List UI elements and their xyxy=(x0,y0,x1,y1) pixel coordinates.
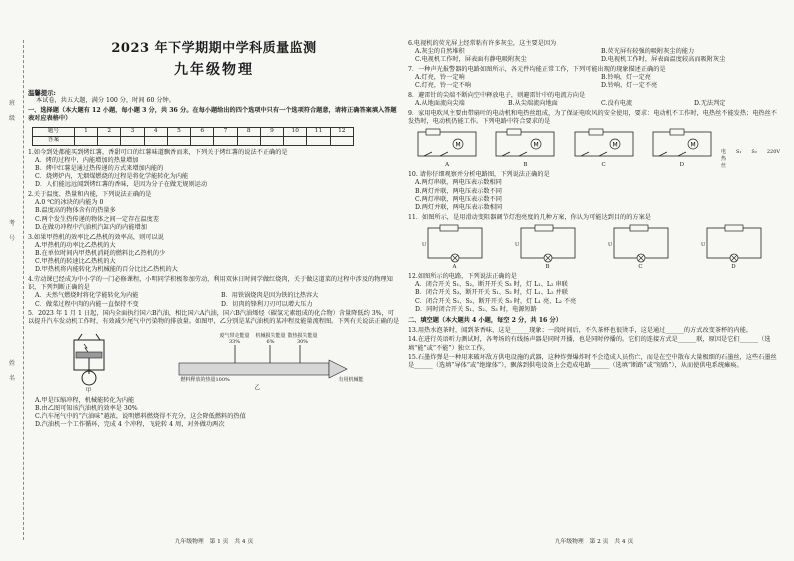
answer-option: C.两个发生热传递的物体之间一定存在温度差 xyxy=(35,215,160,223)
answer-table-number-row xyxy=(33,127,354,136)
answer-option: D．切肉的锋利刀刃可以增大压力 xyxy=(221,300,313,308)
answer-option: A.从地面流向尖端 xyxy=(415,99,465,107)
circuit-option xyxy=(647,128,717,169)
answer-table-answer-row xyxy=(33,136,354,145)
answer-option: B．用铁锅烧肉是因为铁的比热容大 xyxy=(221,292,319,300)
answer-option: D.无法判定 xyxy=(694,99,726,107)
question-stem: 3.如果甲热机的效率比乙热机的效率高，则可以说 xyxy=(28,233,164,241)
energy-label-fuel: 燃料释放的热量100% xyxy=(180,376,230,383)
answer-number-cell: 10 xyxy=(284,127,307,136)
answer-option: D．同时闭合开关 S₁、S₂、S₃ 时，电源短路 xyxy=(415,305,537,313)
rheostat-circuit xyxy=(699,224,769,264)
binding-char: 姓 xyxy=(9,360,16,367)
answer-cell[interactable] xyxy=(284,136,307,145)
figure-label-jia: 甲 xyxy=(85,387,92,394)
answer-option: B.在单位时间内甲热机消耗的燃料比乙热机的少 xyxy=(35,249,166,257)
fill-in-question: 14.在进行英语听力测试时，各考场的有线扬声器是同时开播，也是同时停播的。它们的连接方式是______联，原因是它们______（选填“能”或“不能”）独立工作。 xyxy=(408,336,771,352)
binding-char: 班 xyxy=(9,100,16,107)
page-footer-2: 九年级物理 第 2 页 共 4 页 xyxy=(554,539,634,546)
answer-cell[interactable] xyxy=(307,136,330,145)
answer-option: B.铃响，灯一定亮 xyxy=(601,73,651,81)
circuit-option-label: C xyxy=(638,263,643,270)
question-5-options xyxy=(28,397,400,430)
answer-option: D.铃响，灯一定不亮 xyxy=(601,81,658,89)
svg-text:M: M xyxy=(612,141,618,149)
circuit-diagram xyxy=(490,128,560,162)
fill-in-question: 13.用热水泡茶时，闻到茶香味，这是______现象；一段时间后，不久茶杯也很烫手，这是通过______的方式改变茶杯的内能。 xyxy=(408,326,752,334)
binding-char: 考 xyxy=(9,220,16,227)
answer-cell[interactable] xyxy=(74,136,97,145)
answer-option: B.荧光屏有较强的吸附灰尘的能力 xyxy=(601,47,695,55)
q9-circuit-options xyxy=(408,128,780,169)
question-stem: 4.劳动课已经成为中小学的一门必修课程，小明同学积极参加劳动，利用双休日时间学做红烧肉，关于做这道菜的过程中涉及的物理知识，下列判断正确的是 xyxy=(28,275,393,292)
answer-table-label: 题号 xyxy=(33,127,75,136)
option-row xyxy=(408,48,780,56)
exam-subject: 九年级物理 xyxy=(174,62,254,79)
answer-option: C.灯亮，铃一定不响 xyxy=(415,81,471,89)
circuit-option-label: A xyxy=(452,263,457,270)
svg-text:M: M xyxy=(455,141,461,149)
rheostat-circuit xyxy=(513,224,583,264)
circuit-part-label: 220V xyxy=(766,149,780,156)
answer-cell[interactable] xyxy=(98,136,121,145)
circuit-option xyxy=(513,224,583,271)
answer-option: C.两灯串联，两电压表示数不同 xyxy=(415,195,502,203)
answer-number-cell: 7 xyxy=(214,127,237,136)
energy-label-heat-loss: 散热损失能量30% xyxy=(287,332,318,346)
answer-option: C.汽车尾气中的“汽油味”越浓，说明燃料燃烧得不充分，这会降低燃料的热值 xyxy=(35,413,246,421)
rheostat-circuit xyxy=(606,224,676,264)
answer-option: C.甲热机的转速比乙热机的大 xyxy=(35,258,116,266)
answer-cell[interactable] xyxy=(260,136,283,145)
circuit-option-label: D xyxy=(679,161,685,168)
question-stem: 8．避雷针的尖端不断向空中释放电子，则避雷针中的电流方向是 xyxy=(408,91,586,99)
question-stem: 2.关于温度、热量和内能，下列说法正确的是 xyxy=(28,191,152,199)
answer-option: B．烤中红薯是通过热传递的方式来增加内能的 xyxy=(35,165,164,173)
exam-title: 2023 年下学期期中学科质量监测 xyxy=(111,41,317,56)
answer-option: B．闭合开关 S₃，断开开关 S₁、S₂ 时，灯 L₁、L₂ 并联 xyxy=(415,289,568,297)
energy-label-useful: 有用机械能 xyxy=(338,376,364,383)
energy-figure xyxy=(28,330,400,395)
circuit-option xyxy=(606,224,676,271)
circuit-option xyxy=(412,128,482,169)
answer-number-cell: 1 xyxy=(74,127,97,136)
page-footer-1: 九年级物理 第 1 页 共 4 页 xyxy=(174,539,254,546)
answer-option: D．人们能远远闻到烤红薯的香味，是因为分子在做无规则运动 xyxy=(35,181,208,189)
answer-number-cell: 5 xyxy=(167,127,190,136)
fill-in-question: 15.石墨炸弹是一种用来破坏敌方供电设施的武器，这种炸弹爆炸时不会造成人员伤亡，而是在空中散布大量极细的石墨丝，这些石墨丝是______（选填“导体”或“绝缘体”），飘落到供电设备上会造成电路______（选填“断路”或“短路”），从而使供电系统瘫痪。 xyxy=(408,354,777,370)
page-2 xyxy=(408,0,780,561)
circuit-option xyxy=(699,224,769,271)
answer-option: B.两灯并联，两电压表示数不同 xyxy=(415,187,502,195)
circuit-diagram xyxy=(412,128,482,162)
answer-option: C．做菜过程中肉的内能一直保持不变 xyxy=(35,300,139,308)
page-1 xyxy=(28,0,400,561)
answer-option: D.在做功冲程中汽油机汽缸内的内能增加 xyxy=(35,223,147,231)
section-1-title: 一、选择题（本大题有 12 小题，每小题 3 分，共 36 分。在每小题给出的四个选项中只有一个选项符合题意，请将正确答案填入答题表对应表格中） xyxy=(28,107,397,123)
circuit-part-label: S₁ xyxy=(735,149,742,156)
answer-cell[interactable] xyxy=(237,136,260,145)
circuit-diagram xyxy=(569,128,639,162)
option-row xyxy=(408,82,780,90)
answer-number-cell: 8 xyxy=(237,127,260,136)
svg-text:U: U xyxy=(514,241,519,248)
answer-number-cell: 4 xyxy=(144,127,167,136)
fill-in-list xyxy=(408,327,780,371)
question-list-right-3 xyxy=(408,273,780,314)
answer-cell[interactable] xyxy=(144,136,167,145)
svg-text:U: U xyxy=(700,241,705,248)
answer-option: C.电视机工作时，屏表面有静电吸附灰尘 xyxy=(415,55,527,63)
question-stem: 6.电视机的荧光屏上经常粘有许多灰尘，这主要是因为 xyxy=(408,39,557,47)
section-2-title: 二、填空题（本大题共 4 小题，每空 2 分，共 16 分） xyxy=(408,316,562,324)
svg-text:M: M xyxy=(533,141,540,149)
circuit-option-label: D xyxy=(731,263,736,270)
option-row xyxy=(28,301,400,309)
answer-option: A.甲是压缩冲程，机械能转化为内能 xyxy=(35,396,135,404)
answer-option: B.由乙图可知该汽油机的效率是 30% xyxy=(35,405,138,413)
answer-option: A.0 ℃的冰块的内能为 0 xyxy=(35,199,104,207)
question-stem: 10. 请你仔细观察并分析电路图，下列说法正确的是 xyxy=(408,171,550,179)
answer-option: A.两灯串联，两电压表示数相同 xyxy=(415,179,502,187)
circuit-option xyxy=(420,224,490,271)
answer-option: D.甲热机将内能转化为机械能的百分比比乙热机的大 xyxy=(35,266,178,274)
answer-option: A.甲热机的功率比乙热机的大 xyxy=(35,241,116,249)
answer-table-label: 答案 xyxy=(33,136,75,145)
circuit-part-label: 电热丝 xyxy=(720,149,726,169)
answer-option: A.灯亮，铃一定响 xyxy=(415,73,465,81)
answer-cell[interactable] xyxy=(167,136,190,145)
circuit-part-label: S₂ xyxy=(751,149,757,156)
answer-option: A．烤的过程中，内能增加的热量增加 xyxy=(35,156,139,164)
circuit-option-label: C xyxy=(601,161,606,168)
circuit-option xyxy=(569,128,639,169)
binding-char: 名 xyxy=(9,375,16,382)
answer-number-cell: 6 xyxy=(191,127,214,136)
circuit-option-label: B xyxy=(545,263,550,270)
figure-label-yi: 乙 xyxy=(254,384,261,391)
answer-cell[interactable] xyxy=(214,136,237,145)
question-list-right-2 xyxy=(408,171,780,222)
answer-option: A．天然气燃烧时将化学能转化为内能 xyxy=(35,292,139,300)
option-row xyxy=(408,100,780,108)
answer-option: A．闭合开关 S₁、S₂，断开开关 S₃ 时，灯 L₁、L₂ 串联 xyxy=(415,281,568,289)
question-stem: 1.如今到处都能买到烤红薯，香甜可口的红薯味道飘香而来，下列关于烤红薯的说法不正确的是 xyxy=(28,148,288,156)
question-stem: 9．家用电吹风主要由带扇叶的电动机和电热丝组成，为了保证电吹风的安全使用，要求：电动机不工作时，电热丝不能发热；电热丝不发热时，电动机仍能工作。下列电路中符合要求的是 xyxy=(408,109,777,125)
option-row xyxy=(28,292,400,300)
option-row xyxy=(408,56,780,64)
question-stem: 12.如图所示的电路，下列说法正确的是 xyxy=(408,273,517,280)
q11-circuit-options xyxy=(408,224,780,271)
q9-legend xyxy=(721,149,780,169)
answer-option: C．闭合开关 S₁、S₂，断开开关 S₃ 时，灯 L₁ 亮、L₂ 不亮 xyxy=(415,297,577,305)
answer-cell[interactable] xyxy=(121,136,144,145)
circuit-option-label: B xyxy=(523,161,528,168)
answer-number-cell: 3 xyxy=(121,127,144,136)
answer-option: B.从尖端流向地面 xyxy=(508,99,558,107)
question-list-right xyxy=(408,40,780,126)
answer-option: B.温度高的物体含有的热量多 xyxy=(35,207,116,215)
answer-option: C.没有电流 xyxy=(601,99,633,107)
energy-label-exhaust: 废气带走能量33% xyxy=(219,332,250,346)
question-stem: 7．一种声光报警器的电路如图所示，各元件均能正常工作，下列可能出现的现象描述正确的是 xyxy=(408,65,666,73)
circuit-option-label: A xyxy=(445,161,450,168)
option-row xyxy=(408,74,780,82)
answer-option: C．烧烤炉内，无烟煤燃烧的过程是将化学能转化为内能 xyxy=(35,173,189,181)
engine-stroke-diagram xyxy=(54,330,124,388)
question-stem: 5．2023 年 1 月 1 日起，国内全面执行国六B汽油，相比国六A汽油，国六B汽油烯烃（碳氢元素组成的化合物）含量降低约 3%，可以提升汽车发动机工作时，有效减少尾气中污染物的排放量。如图甲，乙分别是某汽油机的某冲程及能量流程图。下列有关说法正确的是 xyxy=(28,310,400,326)
answer-cell[interactable] xyxy=(191,136,214,145)
answer-table xyxy=(32,127,354,146)
notice-text: 本试卷，共五大题，满分 100 分，时间 60 分钟。 xyxy=(36,97,175,105)
answer-option: D.汽油机一个工作循环，完成 4 个冲程，飞轮转 4 周，对外做功两次 xyxy=(35,421,225,429)
rheostat-circuit xyxy=(420,224,490,264)
circuit-option xyxy=(490,128,560,169)
answer-option: D.两灯并联，两电压表示数相同 xyxy=(415,203,503,211)
svg-text:U: U xyxy=(421,241,426,248)
binding-margin xyxy=(2,40,24,540)
notice-heading: 温馨提示: xyxy=(28,88,56,97)
binding-char: 号 xyxy=(9,235,16,242)
answer-number-cell: 9 xyxy=(260,127,283,136)
question-stem: 11．如图所示，是用滑动变阻器调节灯泡亮度的几种方案，你认为可能达到目的的方案是 xyxy=(408,213,651,221)
answer-option: D.电视机工作时，屏表面温度较高而吸附灰尘 xyxy=(601,55,726,63)
answer-number-cell: 11 xyxy=(307,127,330,136)
svg-text:U: U xyxy=(607,241,612,248)
question-list-left xyxy=(28,149,400,327)
energy-label-mechanical-loss: 机械损失能量6% xyxy=(255,332,286,346)
answer-number-cell: 12 xyxy=(330,127,353,136)
binding-char: 级 xyxy=(9,115,16,122)
svg-text:M: M xyxy=(690,141,696,149)
answer-number-cell: 2 xyxy=(98,127,121,136)
answer-option: A.灰尘的自然堆积 xyxy=(415,47,465,55)
circuit-diagram xyxy=(647,128,717,162)
answer-cell[interactable] xyxy=(330,136,353,145)
